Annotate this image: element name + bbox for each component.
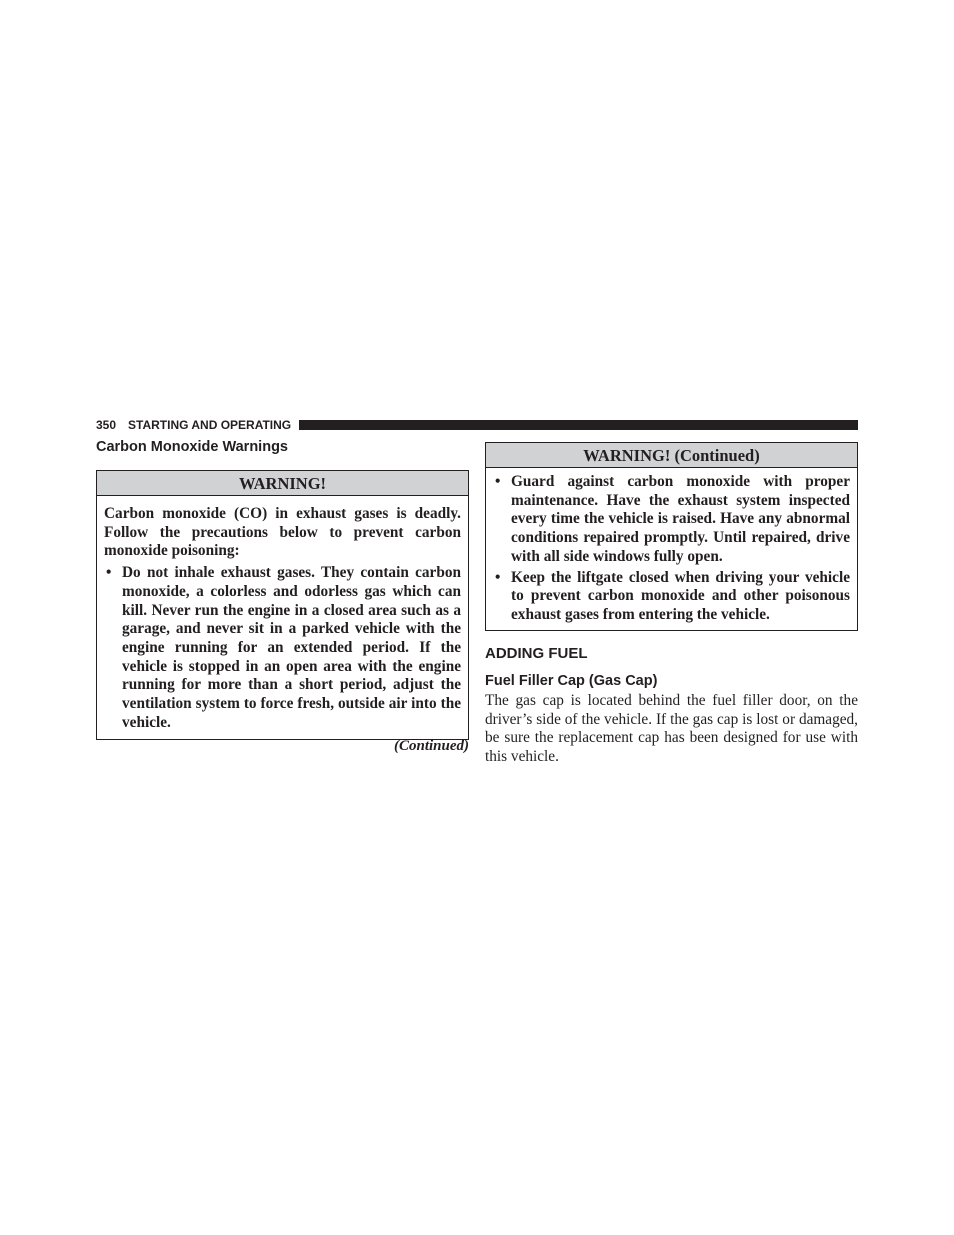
fuel-filler-cap-subheading: Fuel Filler Cap (Gas Cap)	[485, 673, 658, 689]
warning-intro: Carbon monoxide (CO) in exhaust gases is deadly. Follow the precautions below to prevent carbon monoxide poisoning:	[104, 505, 461, 560]
warning-bullet-text: Do not inhale exhaust gases. They contain carbon monoxide, a colorless and odorless gas which can kill. Never run the engine in a closed area such as a garage, and never sit in a parked vehicle with the engine running for an extended period. If the vehicle is stopped in an open area with the engine running for more than a short period, adjust the ventilation system to force fresh, outside air into the vehicle.	[122, 564, 461, 731]
page-number: 350	[96, 418, 117, 432]
warning-box-right	[485, 442, 858, 631]
warning-continued-body	[486, 468, 857, 635]
warning-bullet	[493, 473, 850, 567]
warning-continued-title: WARNING! (Continued)	[486, 443, 857, 468]
warning-bullet-text: Keep the liftgate closed when driving your vehicle to prevent carbon monoxide and other poisonous exhaust gases from entering the vehicle.	[511, 568, 850, 623]
fuel-cap-paragraph: The gas cap is located behind the fuel filler door, on the driver’s side of the vehicle. If the gas cap is lost or damaged, be sure the replacement cap has been designed for use with this vehicle.	[485, 692, 858, 766]
carbon-monoxide-subheading: Carbon Monoxide Warnings	[96, 439, 288, 455]
section-title: STARTING AND OPERATING	[128, 418, 292, 432]
header-rule	[299, 420, 858, 430]
bullet-glyph: •	[106, 564, 112, 582]
warning-title: WARNING!	[97, 471, 468, 496]
warning-bullet	[104, 564, 461, 732]
adding-fuel-heading: ADDING FUEL	[485, 645, 588, 662]
warning-bullet-list	[104, 564, 461, 732]
page-header	[96, 417, 858, 433]
warning-continued-bullet-list	[493, 473, 850, 625]
warning-box-left	[96, 470, 469, 740]
continued-label: (Continued)	[393, 738, 469, 754]
warning-body	[97, 496, 468, 742]
bullet-glyph: •	[495, 568, 501, 586]
warning-bullet-text: Guard against carbon monoxide with proper maintenance. Have the exhaust system inspected every time the vehicle is raised. Have any abnormal conditions repaired promptly. Until repaired, drive with all side windows fully open.	[511, 473, 850, 565]
warning-bullet	[493, 569, 850, 625]
bullet-glyph: •	[495, 473, 501, 490]
